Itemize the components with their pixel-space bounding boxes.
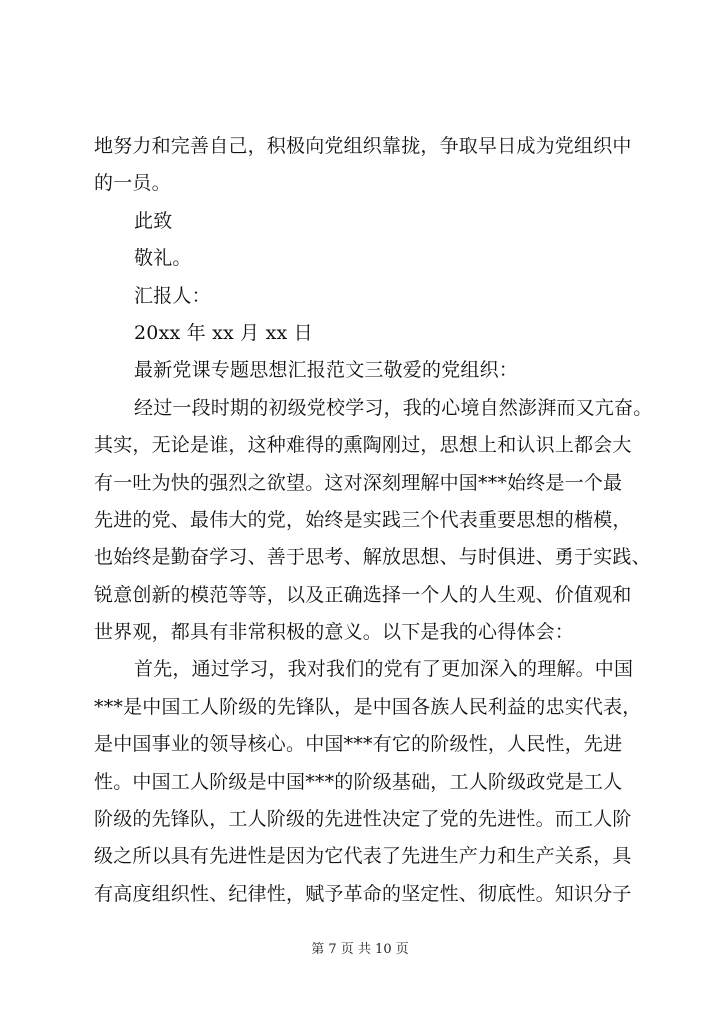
closing-salutation: 此致: [134, 209, 173, 232]
closing-regards: 敬礼。: [134, 247, 192, 270]
body-line: 阶级的先锋队，工人阶级的先进性决定了党的先进性。而工人阶: [94, 808, 632, 831]
body-line: 世界观，都具有非常积极的意义。以下是我的心得体会：: [94, 621, 575, 644]
section-heading: 最新党课专题思想汇报范文三敬爱的党组织：: [134, 359, 519, 382]
body-line: 有一吐为快的强烈之欲望。这对深刻理解中国***始终是一个最: [94, 471, 623, 494]
body-line: 是中国事业的领导核心。中国***有它的阶级性，人民性，先进: [94, 733, 623, 756]
body-line: 有高度组织性、纪律性，赋予革命的坚定性、彻底性。知识分子: [94, 882, 632, 905]
report-date: 20xx 年 xx 月 xx 日: [134, 321, 313, 344]
body-line: ***是中国工人阶级的先锋队，是中国各族人民利益的忠实代表，: [94, 695, 642, 718]
document-body: [94, 128, 654, 913]
body-line: 锐意创新的模范等等，以及正确选择一个人的人生观、价值观和: [94, 583, 632, 606]
body-line: 其实，无论是谁，这种难得的熏陶刚过，思想上和认识上都会大: [94, 434, 632, 457]
body-line: 级之所以具有先进性是因为它代表了先进生产力和生产关系，具: [94, 845, 632, 868]
page-footer: [0, 938, 720, 957]
reporter-label: 汇报人：: [134, 284, 211, 307]
body-line: 首先，通过学习，我对我们的党有了更加深入的理解。中国: [134, 658, 634, 681]
body-line: 先进的党、最伟大的党，始终是实践三个代表重要思想的楷模，: [94, 508, 632, 531]
body-line: 地努力和完善自己，积极向党组织靠拢，争取早日成为党组织中: [94, 135, 632, 157]
body-line: 性。中国工人阶级是中国***的阶级基础，工人阶级政党是工人: [94, 770, 623, 793]
body-line: 的一员。: [94, 172, 171, 195]
body-line: 经过一段时期的初级党校学习，我的心境自然澎湃而又亢奋。: [134, 396, 653, 419]
body-line: 也始终是勤奋学习、善于思考、解放思想、与时俱进、勇于实践、: [94, 546, 651, 569]
page-indicator: 第 7 页 共 10 页: [311, 942, 409, 957]
